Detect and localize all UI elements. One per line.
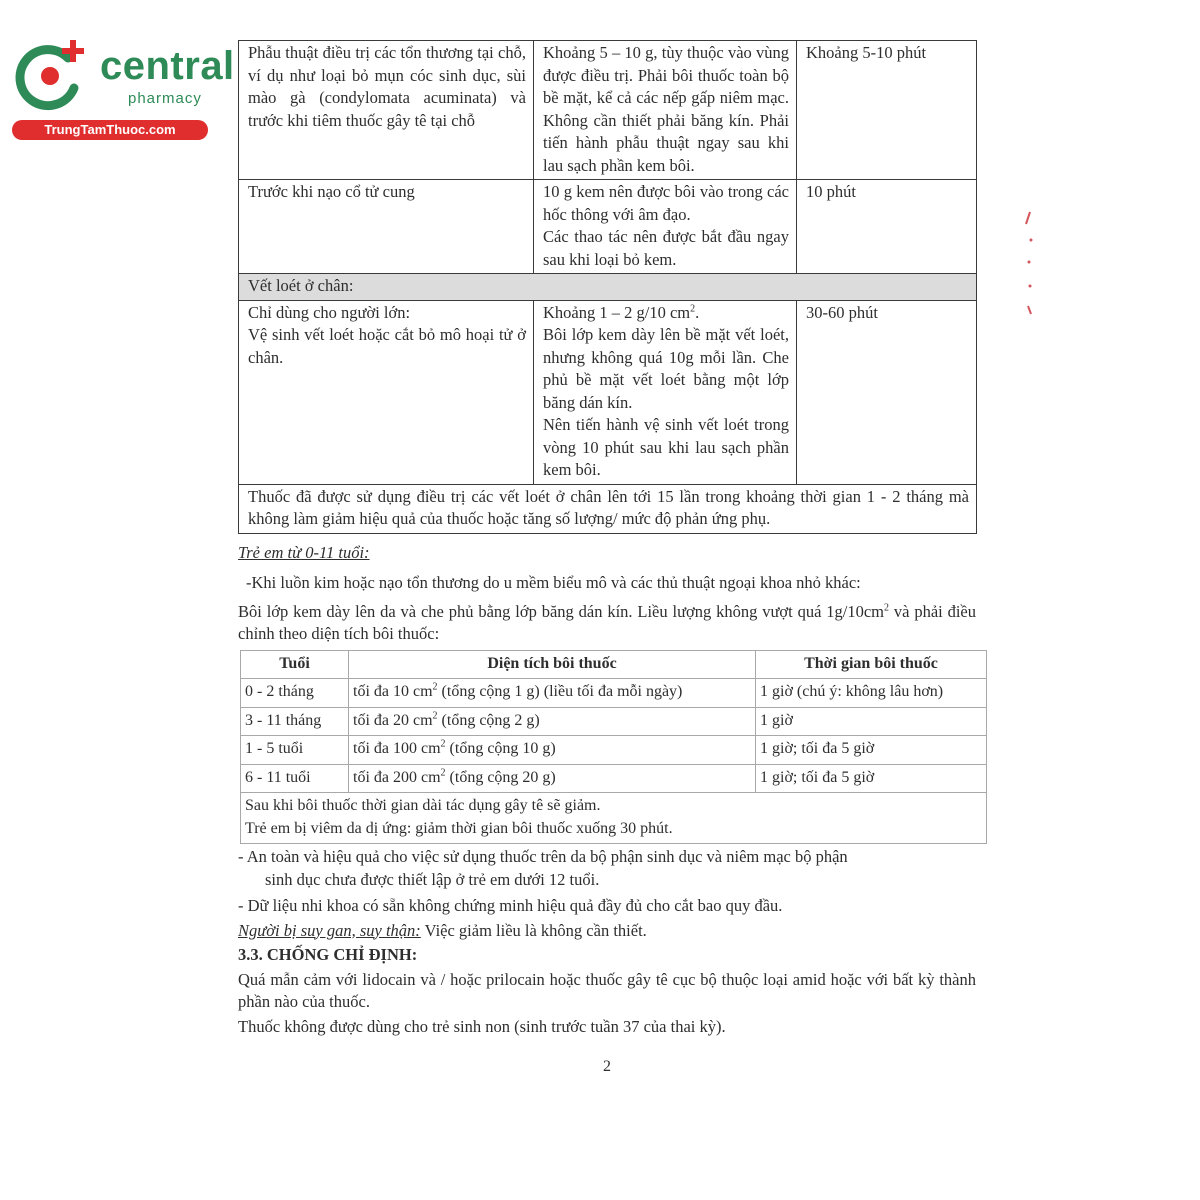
area-text: (tổng cộng 1 g) (liều tối đa mỗi ngày) xyxy=(437,683,683,700)
superscript: 2 xyxy=(690,303,696,314)
table-note xyxy=(241,793,987,844)
children-item: -Khi luồn kim hoặc nạo tổn thương do u mềm biểu mô và các thủ thuật ngoại khoa nhỏ khác: xyxy=(246,573,861,592)
central-pharmacy-logo-icon xyxy=(12,36,92,116)
dosage-table-children xyxy=(240,650,987,845)
logo-website: TrungTamThuoc.com xyxy=(12,120,208,140)
time-cell: 1 giờ; tối đa 5 giờ xyxy=(756,764,987,793)
area-text: tối đa 10 cm xyxy=(353,683,433,700)
superscript: 2 xyxy=(432,710,438,722)
procedure-cell: Trước khi nạo cổ tử cung xyxy=(239,180,534,274)
age-cell: 0 - 2 tháng xyxy=(241,679,349,708)
table-row xyxy=(239,300,977,484)
table-row xyxy=(239,41,977,180)
dosage-table-adults xyxy=(238,40,977,534)
dose-line: Bôi lớp kem dày lên bề mặt vết loét, nhưng không quá 10g mỗi lần. Che phủ bề mặt vết loét bằng một lớp băng dán kín. xyxy=(543,325,789,412)
logo-name: central xyxy=(100,44,235,88)
time-cell: 1 giờ xyxy=(756,707,987,736)
procedure-cell: Phẫu thuật điều trị các tổn thương tại chỗ, ví dụ như loại bỏ mụn cóc sinh dục, sùi mào gà (condylomata acuminata) và trước khi tiêm thuốc gây tê tại chỗ xyxy=(239,41,534,180)
table-footer-note: Thuốc đã được sử dụng điều trị các vết loét ở chân lên tới 15 lần trong khoảng thời gian 1 - 2 tháng mà không làm giảm hiệu quả của thuốc hoặc tăng số lượng/ mức độ phản ứng phụ. xyxy=(239,484,977,533)
table-row xyxy=(241,707,987,736)
note-row xyxy=(241,793,987,844)
area-cell xyxy=(349,707,756,736)
procedure-cell xyxy=(239,300,534,484)
superscript: 2 xyxy=(440,767,446,779)
note-line: Sau khi bôi thuốc thời gian dài tác dụng gây tê sẽ giảm. xyxy=(245,797,601,814)
contraindication-text: Thuốc không được dùng cho trẻ sinh non (sinh trước tuần 37 của thai kỳ). xyxy=(238,1016,726,1036)
area-text: (tổng cộng 10 g) xyxy=(445,740,556,757)
column-header: Thời gian bôi thuốc xyxy=(756,650,987,679)
children-heading: Trẻ em từ 0-11 tuổi: xyxy=(238,542,370,562)
page-number: 2 xyxy=(603,1058,611,1075)
area-text: (tổng cộng 2 g) xyxy=(437,711,540,729)
procedure-line: Vệ sinh vết loét hoặc cắt bỏ mô hoại tử ở chân. xyxy=(248,325,526,367)
body-text: - An toàn và hiệu quả cho việc sử dụng thuốc trên da bộ phận sinh dục và niêm mạc bộ phận xyxy=(238,847,848,866)
age-cell: 1 - 5 tuổi xyxy=(241,736,349,765)
table-row xyxy=(241,764,987,793)
body-text: sinh dục chưa được thiết lập ở trẻ em dưới 12 tuổi. xyxy=(265,869,600,889)
area-cell xyxy=(349,679,756,708)
note-line: Trẻ em bị viêm da dị ứng: giảm thời gian bôi thuốc xuống 30 phút. xyxy=(245,819,673,837)
dose-cell xyxy=(534,180,797,274)
dose-line: Các thao tác nên được bắt đầu ngay sau khi loại bỏ kem. xyxy=(543,227,789,269)
table-row xyxy=(241,679,987,708)
time-cell: 30-60 phút xyxy=(797,300,977,484)
liver-kidney-note xyxy=(238,920,976,943)
area-text: (tổng cộng 20 g) xyxy=(445,768,556,786)
area-cell xyxy=(349,736,756,765)
dose-cell xyxy=(534,300,797,484)
footer-row xyxy=(239,484,977,533)
procedure-line: Chỉ dùng cho người lớn: xyxy=(248,302,411,322)
dose-line: 10 g kem nên được bôi vào trong các hốc thông với âm đạo. xyxy=(543,182,789,224)
section-heading: Vết loét ở chân: xyxy=(239,274,977,301)
area-text: tối đa 100 cm xyxy=(353,740,441,757)
superscript: 2 xyxy=(432,681,438,693)
time-cell: 1 giờ (chú ý: không lâu hơn) xyxy=(756,679,987,708)
superscript: 2 xyxy=(884,602,890,613)
area-text: tối đa 20 cm xyxy=(353,711,433,729)
margin-marks-icon xyxy=(1022,210,1036,320)
time-cell: 1 giờ; tối đa 5 giờ xyxy=(756,736,987,765)
time-cell: 10 phút xyxy=(797,180,977,274)
column-header: Tuổi xyxy=(241,650,349,679)
time-cell: Khoảng 5-10 phút xyxy=(797,41,977,180)
dose-line: Nên tiến hành vệ sinh vết loét trong vòng 10 phút sau khi lau sạch phần kem bôi. xyxy=(543,415,789,479)
area-text: tối đa 200 cm xyxy=(353,768,441,786)
table-row xyxy=(239,180,977,274)
pediatric-item: - Dữ liệu nhi khoa có sẵn không chứng minh hiệu quả đầy đủ cho cắt bao quy đầu. xyxy=(238,896,783,915)
table-header-row xyxy=(241,650,987,679)
table-row xyxy=(241,736,987,765)
area-cell xyxy=(349,764,756,793)
dose-cell: Khoảng 5 – 10 g, tùy thuộc vào vùng được điều trị. Phải bôi thuốc toàn bộ bề mặt, kể cả các nếp gấp niêm mạc. Không cần thiết phải băng kín. Phải tiến hành phẫu thuật ngay sau khi lau sạch phần kem bôi. xyxy=(534,41,797,180)
safety-item xyxy=(238,846,976,891)
age-cell: 3 - 11 tháng xyxy=(241,707,349,736)
dose-line: Khoảng 1 – 2 g/10 cm xyxy=(543,302,691,322)
liver-label: Người bị suy gan, suy thận: xyxy=(238,920,421,940)
superscript: 2 xyxy=(440,738,446,750)
pharmacy-logo xyxy=(12,36,235,137)
body-text: Bôi lớp kem dày lên da và che phủ bằng lớp băng dán kín. Liều lượng không vượt quá 1g/10cm xyxy=(238,601,885,621)
section-heading: 3.3. CHỐNG CHỈ ĐỊNH: xyxy=(238,945,418,964)
contraindication-text: Quá mẫn cảm với lidocain và / hoặc prilocain hoặc thuốc gây tê cục bộ thuộc loại amid hoặc với bất kỳ thành phần nào của thuốc. xyxy=(238,969,976,1011)
body-text: và phải điều chỉnh theo diện tích bôi thuốc: xyxy=(238,601,976,643)
column-header: Diện tích bôi thuốc xyxy=(349,650,756,679)
age-cell: 6 - 11 tuổi xyxy=(241,764,349,793)
dose-line-end: . xyxy=(695,302,700,322)
section-row xyxy=(239,274,977,301)
liver-text: Việc giảm liều là không cần thiết. xyxy=(420,920,647,940)
children-body xyxy=(238,601,976,646)
document-page xyxy=(238,40,976,1079)
logo-subtitle: pharmacy xyxy=(128,90,202,107)
